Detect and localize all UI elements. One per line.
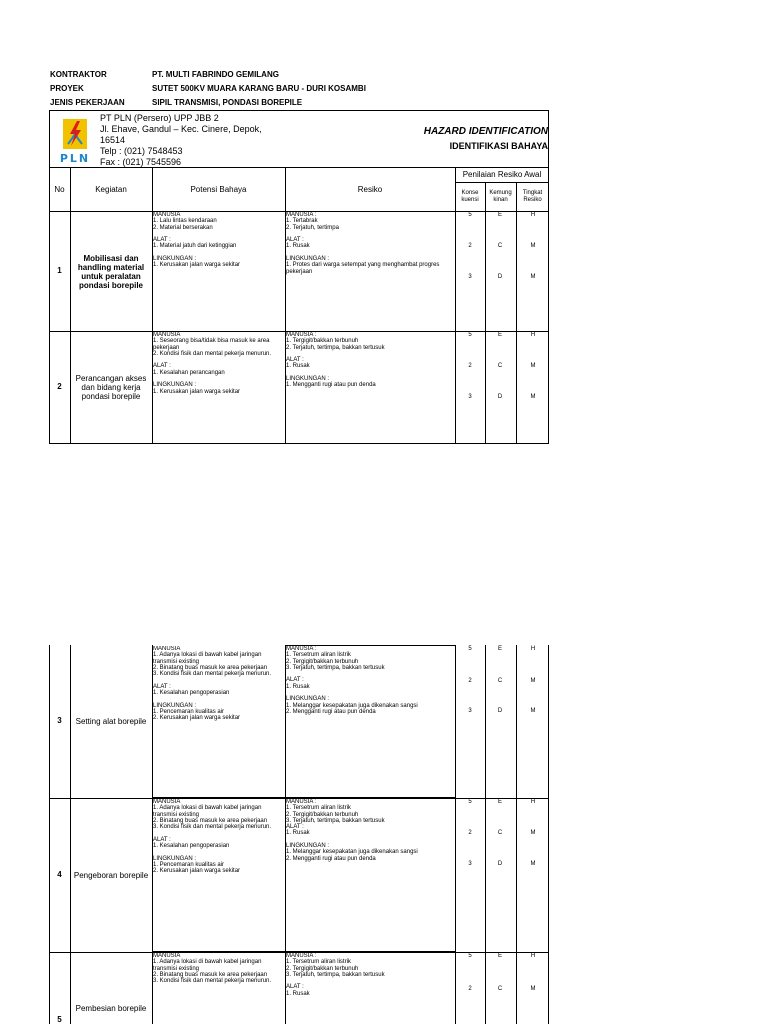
row-1-potensi: MANUSIA 1. Lalu lintas kendaraan 2. Material berserakan ALAT : 1. Material jatuh dari ketinggian LINGKUNGAN : 1. Kerusakan jalan warga sekitar [153, 212, 241, 269]
row-4-resiko: MANUSIA : 1. Tersetrum aliran listrik 2. Tergigit/bakkan terbunuh 3. Terjatuh, tertimpa, bakkan tertusuk ALAT : 1. Rusak LINGKUNGAN : 1. Melanggar kesepakatan juga dikenakan sangsi 2. Mengganti rugi atau pun denda [286, 799, 418, 862]
row-5-tingkat-1: H [530, 953, 536, 959]
row-1-konsekuensi-1: 5 [468, 212, 472, 218]
company-address: Jl. Ehave, Gandul – Kec. Cinere, Depok, [100, 124, 262, 134]
row-4-no: 4 [57, 870, 62, 879]
row-4-konsekuensi-3: 3 [468, 861, 472, 867]
jenis-pekerjaan-value: SIPIL TRANSMISI, PONDASI BOREPILE [152, 98, 303, 107]
company-name: PT PLN (Persero) UPP JBB 2 [100, 113, 219, 123]
row-4-kemungkinan-1: E [497, 799, 502, 805]
row-4-potensi: MANUSIA 1. Adanya lokasi di bawah kabel jaringan transmisi existing 2. Binatang buas masuk ke area pekerjaan 3. Kondisi fisik dan mental pekerja menurun. ALAT : 1. Kesalahan pengoperasian LINGKUNGAN : 1. Pencemaran kualitas air 2. Kerusakan jalan warga sekitar [153, 799, 272, 875]
row-4-kegiatan: Pengeboran borepile [73, 870, 149, 880]
col-kegiatan: Kegiatan [95, 184, 127, 194]
row-2-kemungkinan-1: E [497, 332, 502, 338]
row-1-tingkat-2: M [530, 243, 536, 249]
row-5-potensi: MANUSIA 1. Adanya lokasi di bawah kabel jaringan transmisi existing 2. Binatang buas masuk ke area pekerjaan 3. Kondisi fisik dan mental pekerja menurun. [153, 953, 272, 985]
row-3-tingkat-2: M [530, 678, 536, 684]
row-5-kemungkinan-2: C [497, 986, 503, 992]
row-3-tingkat-3: M [530, 708, 536, 714]
company-telp: Telp : (021) 7548453 [100, 146, 183, 156]
row-4-konsekuensi-2: 2 [468, 830, 472, 836]
col-potensi-bahaya: Potensi Bahaya [190, 184, 247, 194]
company-info [100, 113, 262, 168]
row-1-kemungkinan-3: D [497, 274, 503, 280]
row-3-kegiatan: Setting alat borepile [75, 716, 147, 726]
hazard-identification-title: HAZARD IDENTIFICATION [423, 126, 548, 137]
row-3-konsekuensi-3: 3 [468, 708, 472, 714]
row-3-konsekuensi-1: 5 [468, 646, 472, 652]
pln-logo [58, 117, 92, 167]
kontraktor-label: KONTRAKTOR [50, 70, 107, 79]
row-2-kegiatan: Perancangan akses dan bidang kerja pondasi borepile [75, 374, 147, 401]
row-3-kemungkinan-3: D [497, 708, 503, 714]
col-penilaian-resiko-awal: Penilaian Resiko Awal [462, 170, 542, 179]
col-resiko: Resiko [357, 184, 383, 194]
row-2-tingkat-1: H [530, 332, 536, 338]
row-4-tingkat-1: H [530, 799, 536, 805]
row-4-kemungkinan-3: D [497, 861, 503, 867]
row-2-potensi: MANUSIA 1. Seseorang bisa/tidak bisa masuk ke area pekerjaan 2. Kondisi fisik dan mental pekerja menurun. ALAT : 1. Kesalahan perancangan LINGKUNGAN : 1. Kerusakan jalan warga sekitar [153, 332, 272, 395]
row-4-kemungkinan-2: C [497, 830, 503, 836]
row-5-tingkat-2: M [530, 986, 536, 992]
row-2-tingkat-2: M [530, 363, 536, 369]
row-4-konsekuensi-1: 5 [468, 799, 472, 805]
row-3-konsekuensi-2: 2 [468, 678, 472, 684]
proyek-label: PROYEK [50, 84, 84, 93]
row-1-konsekuensi-2: 2 [468, 243, 472, 249]
row-1-resiko: MANUSIA : 1. Tertabrak 2. Terjatuh, tertimpa ALAT : 1. Rusak LINGKUNGAN : 1. Protes dari warga setempat yang menghambat progres pekerjaan [286, 212, 440, 275]
row-3-kemungkinan-1: E [497, 646, 502, 652]
row-3-no: 3 [57, 716, 62, 725]
row-1-tingkat-1: H [530, 212, 536, 218]
row-3-tingkat-1: H [530, 646, 536, 652]
row-5-resiko: MANUSIA : 1. Tersetrum aliran listrik 2. Tergigit/bakkan terbunuh 3. Terjatuh, tertimpa, bakkan tertusuk ALAT : 1. Rusak [286, 953, 385, 997]
row-5-kemungkinan-1: E [497, 953, 502, 959]
company-postcode: 16514 [100, 135, 126, 145]
col-kemungkinan: Kemung kinan [489, 189, 512, 203]
svg-text:PLN: PLN [59, 152, 91, 165]
row-1-kemungkinan-2: C [497, 243, 503, 249]
row-1-tingkat-3: M [530, 274, 536, 280]
row-2-resiko: MANUSIA : 1. Tergigit/bakkan terbunuh 2. Terjatuh, tertimpa, bakkan tertusuk ALAT : 1. Rusak LINGKUNGAN : 1. Mengganti rugi atau pun denda [286, 332, 385, 389]
row-2-konsekuensi-3: 3 [468, 394, 472, 400]
jenis-pekerjaan-label: JENIS PEKERJAAN [50, 98, 125, 107]
kontraktor-value: PT. MULTI FABRINDO GEMILANG [152, 70, 279, 79]
row-3-resiko: MANUSIA : 1. Tersetrum aliran listrik 2. Tergigit/bakkan terbunuh 3. Terjatuh, tertimpa, bakkan tertusuk ALAT : 1. Rusak LINGKUNGAN : 1. Melanggar kesepakatan juga dikenakan sangsi 2. Mengganti rugi atau pun denda [286, 646, 418, 715]
row-4-tingkat-2: M [530, 830, 536, 836]
pln-logo-icon [58, 117, 92, 167]
company-fax: Fax : (021) 7545596 [100, 157, 182, 167]
row-1-konsekuensi-3: 3 [468, 274, 472, 280]
row-5-konsekuensi-1: 5 [468, 953, 472, 959]
row-2-kemungkinan-3: D [497, 394, 503, 400]
col-konsekuensi: Konse kuensi [461, 189, 479, 203]
row-1-no: 1 [57, 266, 62, 275]
row-5-no: 5 [57, 1015, 62, 1024]
row-5-konsekuensi-2: 2 [468, 986, 472, 992]
row-4-tingkat-3: M [530, 861, 536, 867]
row-5-kegiatan: Pembesian borepile [75, 1004, 147, 1013]
row-1-kegiatan: Mobilisasi dan handling material untuk peralatan pondasi borepile [77, 253, 145, 290]
col-no: No [54, 184, 65, 194]
proyek-value: SUTET 500KV MUARA KARANG BARU - DURI KOSAMBI [152, 84, 366, 93]
row-2-no: 2 [57, 382, 62, 391]
row-2-kemungkinan-2: C [497, 363, 503, 369]
row-2-konsekuensi-1: 5 [468, 332, 472, 338]
row-3-potensi: MANUSIA 1. Adanya lokasi di bawah kabel jaringan transmisi existing 2. Binatang buas masuk ke area pekerjaan 3. Kondisi fisik dan mental pekerja menurun. ALAT : 1. Kesalahan pengoperasian LINGKUNGAN : 1. Pencemaran kualitas air 2. Kerusakan jalan warga sekitar [153, 646, 272, 722]
row-1-kemungkinan-1: E [497, 212, 502, 218]
row-2-konsekuensi-2: 2 [468, 363, 472, 369]
col-tingkat-resiko: Tingkat Resiko [522, 189, 543, 203]
row-2-tingkat-3: M [530, 394, 536, 400]
row-3-kemungkinan-2: C [497, 678, 503, 684]
identifikasi-bahaya-subtitle: IDENTIFIKASI BAHAYA [449, 141, 548, 151]
